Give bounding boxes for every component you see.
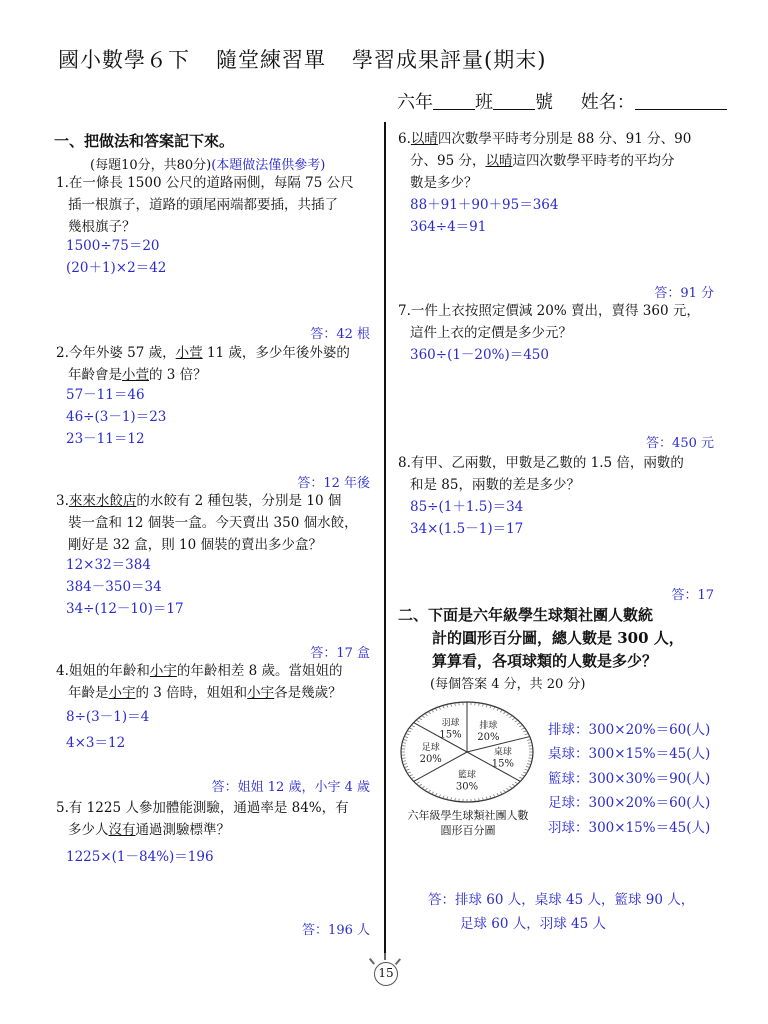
q8-work: [410, 496, 523, 540]
calc-step: (20＋1)×2＝42: [66, 260, 167, 276]
result-basketball: 籃球：300×30%＝90(人): [548, 771, 711, 787]
calc-step: 8÷(3－1)＝4: [66, 709, 150, 725]
question-2: [56, 342, 350, 386]
pie-chart: [398, 698, 536, 806]
section1-title: 一、把做法和答案記下來。: [54, 132, 235, 150]
question-text: 這件上衣的定價是多少元？: [410, 325, 572, 341]
reference-note: (本題做法僅供參考): [211, 158, 326, 173]
question-text: 的 3 倍時，姐姐和: [135, 685, 248, 701]
question-text: 剛好是 32 盒，則 10 個裝的賣出多少盒？: [68, 537, 323, 553]
pie-slice-value: 20%: [419, 754, 442, 765]
q1-answer: 答：42 根: [310, 327, 370, 342]
student-info-line: [397, 88, 727, 114]
question-text: 插一根旗子，道路的頭尾兩端都要插，共插了: [68, 197, 338, 213]
q5-answer: 答：196 人: [302, 923, 370, 938]
class-label: 班: [475, 92, 493, 113]
pie-slice-value: 15%: [491, 758, 514, 770]
grade-blank[interactable]: [433, 93, 475, 110]
question-text: 四次數學平時考分別是 88 分、91 分、90: [437, 131, 692, 147]
question-text: 數是多少？: [410, 175, 478, 191]
calc-step: 34÷(12－10)＝17: [66, 601, 184, 617]
question-1: [56, 172, 354, 238]
q6-answer: 答：91 分: [654, 286, 714, 301]
pie-caption: [396, 808, 540, 838]
name-label: 姓名：: [580, 92, 635, 113]
question-text: 的年齡相差 8 歲。當姐姐的: [176, 663, 343, 679]
question-3: [56, 490, 358, 556]
name-underlined: 小萱: [175, 345, 203, 361]
q3-work: [66, 554, 184, 620]
question-text: 3.: [56, 493, 69, 509]
calc-step: 85÷(1＋1.5)＝34: [410, 499, 524, 515]
question-text: 的 3 倍？: [149, 367, 207, 383]
q6-work: [410, 194, 558, 238]
calc-step: 1225×(1－84%)＝196: [66, 849, 214, 865]
pie-slice-value: 15%: [439, 729, 462, 741]
calc-step: 23－11＝12: [66, 431, 145, 447]
question-text: 的水餃有 2 種包裝，分別是 10 個: [136, 493, 342, 509]
question-text: 年齡是: [68, 685, 109, 701]
title-subject: 國小數學６下: [58, 48, 190, 72]
question-5: [56, 797, 349, 841]
question-text: 5.有 1225 人參加體能測驗，通過率是 84%，有: [56, 800, 349, 816]
calc-step: 88＋91＋90＋95＝364: [410, 197, 559, 213]
score-note: (每題10分，共80分): [90, 158, 212, 173]
q5-work: [66, 846, 214, 868]
question-text: 各是幾歲？: [274, 685, 342, 701]
question-text: 裝一盒和 12 個裝一盒。今天賣出 350 個水餃，: [68, 515, 358, 531]
section1-note: [90, 154, 325, 173]
result-volleyball: 排球：300×20%＝60(人): [548, 722, 711, 738]
number-label: 號: [535, 92, 553, 113]
name-blank[interactable]: [635, 93, 727, 110]
question-text: 1.在一條長 1500 公尺的道路兩側，每隔 75 公尺: [56, 175, 354, 191]
question-text: 多少人: [68, 822, 109, 838]
question-text: 6.: [398, 131, 411, 147]
page-number-ray: [369, 958, 375, 964]
name-underlined: 小宇: [247, 685, 275, 701]
result-soccer: 足球：300×20%＝60(人): [548, 795, 711, 811]
calc-step: 57－11＝46: [66, 387, 145, 403]
section2-title: [398, 604, 684, 673]
result-tabletennis: 桌球：300×15%＝45(人): [548, 746, 711, 762]
q2-answer: 答：12 年後: [297, 476, 370, 491]
final-answer-line1: 答：排球 60 人，桌球 45 人，籃球 90 人，: [428, 892, 695, 908]
emphasis-underlined: 沒有: [108, 822, 136, 838]
pie-slice-label: 羽球: [441, 718, 460, 729]
question-4: [56, 660, 343, 704]
q4-answer: 答：姐姐 12 歲，小宇 4 歲: [211, 780, 370, 795]
question-6: [398, 128, 691, 194]
question-text: 幾根旗子？: [68, 219, 136, 235]
section2-line: 二、下面是六年級學生球類社團人數統: [398, 606, 654, 624]
question-text: 分、95 分，: [410, 153, 486, 169]
name-underlined: 小萱: [122, 367, 149, 383]
q7-answer: 答：450 元: [646, 436, 714, 451]
question-7: [398, 300, 700, 344]
question-text: 7.一件上衣按照定價減 20% 賣出，賣得 360 元，: [398, 303, 700, 319]
calc-step: 46÷(3－1)＝23: [66, 409, 167, 425]
question-8: [398, 452, 684, 496]
pie-slice-label: 足球: [421, 743, 440, 753]
question-text: 2.今年外婆 57 歲，: [56, 345, 176, 361]
name-underlined: 以晴: [485, 153, 513, 169]
title-worksheet: 隨堂練習單: [216, 48, 326, 72]
question-text: 這四次數學平時考的平均分: [512, 153, 675, 169]
result-badminton: 羽球：300×15%＝45(人): [548, 820, 711, 836]
calc-step: 360÷(1－20%)＝450: [410, 347, 549, 363]
question-text: 通過測驗標準？: [135, 822, 230, 838]
question-text: 和是 85，兩數的差是多少？: [410, 477, 580, 493]
question-text: 4.姐姐的年齡和: [56, 663, 150, 679]
calc-step: 12×32＝384: [66, 557, 151, 573]
q3-answer: 答：17 盒: [310, 646, 370, 661]
pie-slice-value: 20%: [477, 731, 500, 743]
q7-work: [410, 344, 549, 366]
calc-step: 34×(1.5－1)＝17: [410, 521, 524, 537]
calc-step: 364÷4＝91: [410, 219, 487, 235]
final-answer-line2: 足球 60 人，羽球 45 人: [460, 916, 607, 932]
pie-slice-label: 籃球: [457, 770, 477, 781]
q4-work: [66, 706, 149, 754]
name-underlined: 小宇: [108, 685, 136, 701]
section2-line: 算算看，各項球類的人數是多少？: [432, 652, 658, 670]
column-divider: [384, 122, 386, 960]
page-number-ray: [384, 953, 386, 960]
pie-slice-value: 30%: [455, 781, 479, 793]
name-underlined: 小宇: [149, 663, 177, 679]
question-text: 8.有甲、乙兩數，甲數是乙數的 1.5 倍，兩數的: [398, 455, 684, 471]
pie-caption-line: 圓形百分圖: [440, 824, 496, 837]
q1-work: [66, 235, 166, 279]
pie-caption-line: 六年級學生球類社團人數: [407, 809, 529, 822]
page-number-ray: [395, 958, 401, 964]
name-underlined: 以晴: [410, 131, 438, 147]
class-blank[interactable]: [493, 93, 535, 110]
pie-slice-label: 排球: [479, 720, 498, 731]
section2-score-note: (每個答案 4 分，共 20 分): [430, 677, 586, 692]
q8-answer: 答：17: [671, 588, 714, 603]
calc-step: 1500÷75＝20: [66, 238, 160, 254]
question-text: 11 歲，多少年後外婆的: [202, 345, 350, 361]
section2-line: 計的圓形百分圖，總人數是 300 人，: [432, 629, 684, 647]
calc-step: 4×3＝12: [66, 735, 126, 751]
page-title: [58, 44, 572, 74]
pie-slice-label: 桌球: [493, 747, 512, 758]
calc-step: 384－350＝34: [66, 579, 162, 595]
page-number: 15: [374, 962, 398, 986]
grade-label: 六年: [397, 92, 433, 113]
title-assessment: 學習成果評量(期末): [352, 48, 547, 72]
question-text: 年齡會是: [68, 367, 122, 383]
q2-work: [66, 384, 166, 450]
shop-underlined: 來來水餃店: [68, 493, 137, 509]
